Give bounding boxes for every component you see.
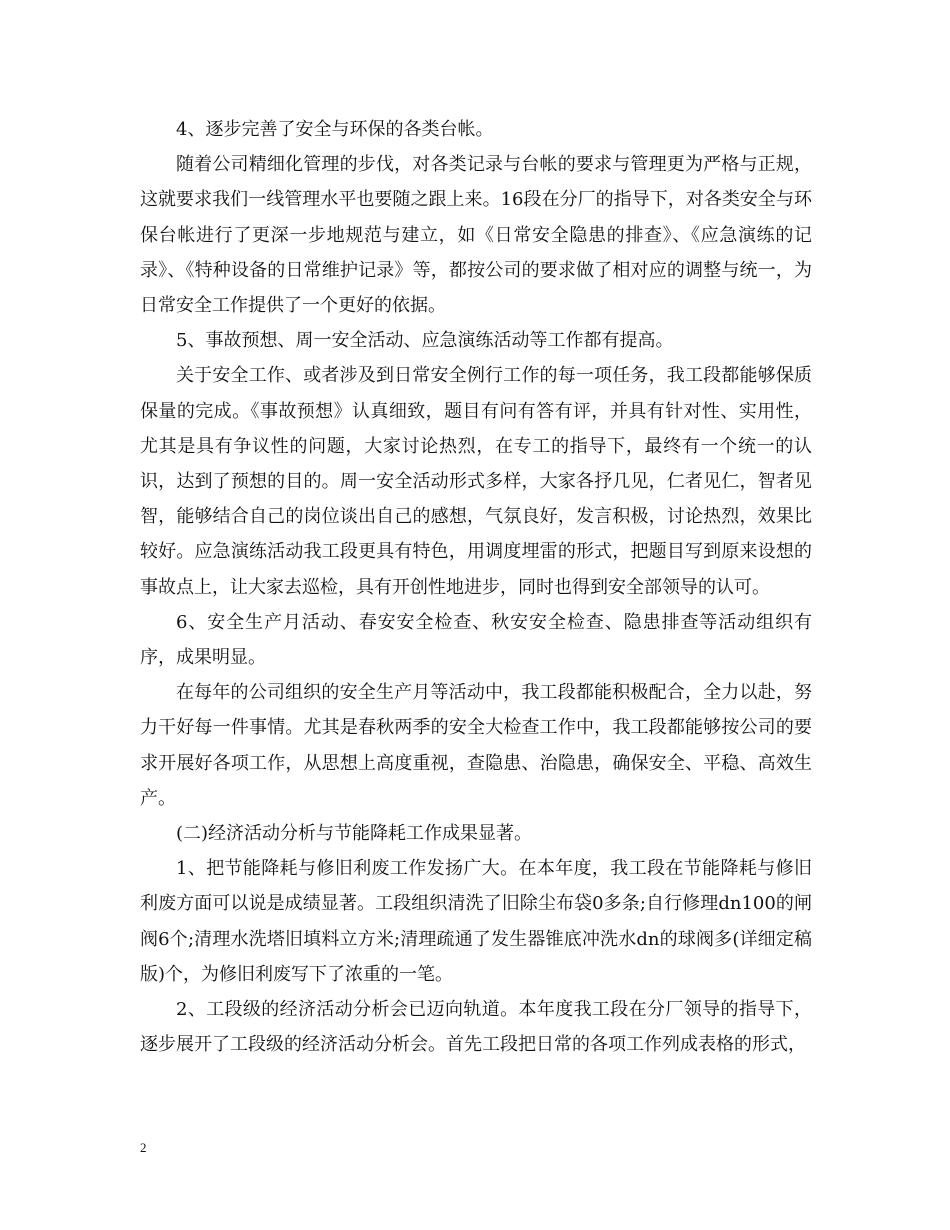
paragraph: 关于安全工作、或者涉及到日常安全例行工作的每一项任务，我工段都能够保质保量的完成。《事故预想》认真细致，题目有问有答有评，并具有针对性、实用性，尤其是具有争议性的问题，大家讨论热烈，在专工的指导下，最终有一个统一的认识，达到了预想的目的。周一安全活动形式多样，大家各抒几见，仁者见仁，智者见智，能够结合自己的岗位谈出自己的感想，气氛良好，发言积极，讨论热烈，效果比较好。应急演练活动我工段更具有特色，用调度埋雷的形式，把题目写到原来设想的事故点上，让大家去巡检，具有开创性地进步，同时也得到安全部领导的认可。	[140, 365, 812, 598]
page-number: 2	[140, 1140, 147, 1155]
paragraph-heading-4: 4、逐步完善了安全与环保的各类台帐。	[176, 119, 494, 140]
section-heading: (二)经济活动分析与节能降耗工作成果显著。	[176, 823, 533, 845]
paragraph: 随着公司精细化管理的步伐，对各类记录与台帐的要求与管理更为严格与正规，这就要求我们一线管理水平也要随之跟上来。16段在分厂的指导下，对各类安全与环保台帐进行了更深一步地规范与建立，如《日常安全隐患的排查》、《应急演练的记录》、《特种设备的日常维护记录》等，都按公司的要求做了相对应的调整与统一，为日常安全工作提供了一个更好的依据。	[140, 154, 812, 317]
document-body	[140, 112, 812, 1062]
paragraph: 2、工段级的经济活动分析会已迈向轨道。本年度我工段在分厂领导的指导下，逐步展开了工段级的经济活动分析会。首先工段把日常的各项工作列成表格的形式，	[140, 999, 812, 1056]
paragraph: 在每年的公司组织的安全生产月等活动中，我工段都能积极配合，全力以赴，努力干好每一件事情。尤其是春秋两季的安全大检查工作中，我工段都能够按公司的要求开展好各项工作，从思想上高度重视，查隐患、治隐患，确保安全、平稳、高效生产。	[140, 682, 812, 809]
paragraph: 1、把节能降耗与修旧利废工作发扬广大。在本年度，我工段在节能降耗与修旧利废方面可以说是成绩显著。工段组织清洗了旧除尘布袋0多条;自行修理dn100的闸阀6个;清理水洗塔旧填料立方米;清理疏通了发生器锥底冲洗水dn的球阀多(详细定稿版)个，为修旧利废写下了浓重的一笔。	[140, 858, 812, 985]
paragraph-heading-5: 5、事故预想、周一安全活动、应急演练活动等工作都有提高。	[176, 330, 674, 352]
paragraph-heading-6: 6、安全生产月活动、春安安全检查、秋安安全检查、隐患排查等活动组织有序，成果明显。	[140, 611, 812, 669]
